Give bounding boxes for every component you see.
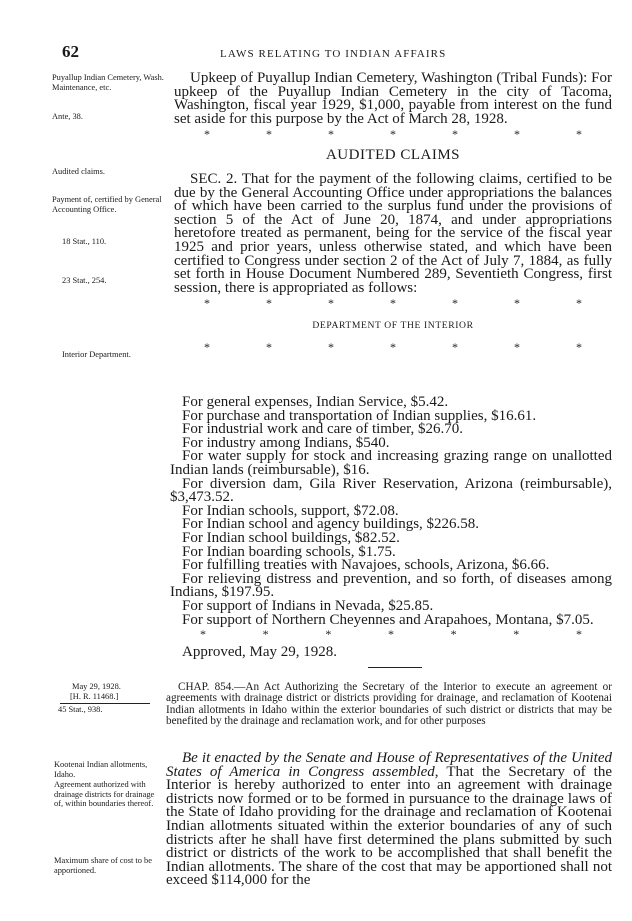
main-text-block-2: [170, 396, 612, 660]
margin-note-payment: Payment of, certified by General Accounting Office.: [52, 195, 162, 214]
department-heading: DEPARTMENT OF THE INTERIOR: [312, 320, 474, 332]
claim-item-water-supply: For water supply for stock and increasing grazing range on unallotted Indian lands (reimbursable), $16.: [170, 448, 612, 478]
claim-item-relieving: For relieving distress and prevention, and so forth, of diseases among Indians, $197.95.: [170, 570, 612, 601]
margin-note-interior: Interior Department.: [62, 350, 131, 359]
margin-note-stat-254: 23 Stat., 254.: [62, 276, 107, 285]
claim-item: For Indian school buildings, $82.52.: [182, 529, 400, 546]
section-divider: [368, 667, 422, 668]
section-stars: * * * * * * *: [200, 627, 582, 642]
claim-item: For Indian schools, support, $72.08.: [182, 502, 399, 519]
claim-item: For general expenses, Indian Service, $5.42.: [182, 394, 449, 410]
page-number: 62: [62, 42, 79, 61]
chapter-title-text: —An Act Authorizing the Secretary of the Interior to execute an agreement or agreements with drainage district or districts providing for drainage, and reclamation of Kootenai Indian allotments in Idaho within the exterior boundaries of such district or districts that may be benefited by the drainage and reclamation work, and for other purposes: [166, 681, 612, 728]
chapter-label: CHAP. 854.: [178, 681, 235, 693]
claim-item: For support of Northern Cheyennes and Arapahoes, Montana, $7.05.: [182, 611, 594, 628]
section-stars: * * * * * * *: [204, 339, 582, 354]
margin-rule: [60, 703, 150, 704]
section-2-paragraph: SEC. 2. That for the payment of the following claims, certified to be due by the General Accounting Office under appropriations the balances of which have been carried to the surplus fund under the provisions of section 5 of the Act of June 20, 1874, and under appropriations heretofore treated as permanent, being for the service of the fiscal year 1925 and prior years, unless otherwise stated, and which have been certified to Congress under section 2 of the Act of July 7, 1884, as fully set forth in House Document Numbered 289, Seventieth Congress, first session, there is appropriated as follows:: [174, 170, 612, 296]
margin-note-stat-110: 18 Stat., 110.: [62, 237, 107, 246]
claim-item: For fulfilling treaties with Navajoes, schools, Arizona, $6.66.: [182, 557, 550, 574]
margin-note-audited-claims: Audited claims.: [52, 167, 106, 176]
margin-note-kootenai: Kootenai Indian allotments, Idaho.: [54, 760, 148, 779]
claim-item: For purchase and transportation of Indian supplies, $16.61.: [182, 407, 537, 424]
main-text-block-1: [174, 72, 612, 353]
margin-note-agreement: Agreement authorized with drainage districts for drainage of, within boundaries thereof.: [54, 780, 155, 809]
running-head: LAWS RELATING TO INDIAN AFFAIRS: [220, 48, 447, 60]
enactment-text: That the Secretary of the Interior is hereby authorized to enter into an agreement with drainage districts now formed or to be formed in pursuance to the drainage laws of the State of Idaho providing for the drainage and reclamation of Kootenai Indian allotments situated within the exterior boundaries of any of such districts after he shall have first determined the plans submitted by such district or districts of the work to be accomplished that shall benefit the Indian allotments. The share of the cost that may be apportioned shall not exceed $114,000 for the: [166, 763, 612, 889]
section-stars: * * * * * * *: [204, 127, 582, 142]
audited-claims-heading: AUDITED CLAIMS: [325, 147, 461, 164]
claim-item: For industry among Indians, $540.: [182, 434, 390, 451]
approved-line: Approved, May 29, 1928.: [182, 644, 337, 661]
claim-item-diversion-dam: For diversion dam, Gila River Reservation, Arizona (reimbursable), $3,473.52.: [170, 475, 612, 506]
margin-note-ante: Ante, 38.: [52, 112, 83, 121]
margin-note-maximum-share: Maximum share of cost to be apportioned.: [54, 856, 152, 875]
margin-note-bill: [H. R. 11468.]: [70, 692, 119, 701]
section-stars: * * * * * * *: [204, 296, 582, 311]
claim-item: For support of Indians in Nevada, $25.85.: [182, 597, 434, 614]
claim-item: For industrial work and care of timber, $26.70.: [182, 421, 464, 438]
chapter-854-title: [166, 682, 612, 728]
margin-note-puyallup: Puyallup Indian Cemetery, Wash. Maintenance, etc.: [52, 73, 164, 92]
claim-item: For Indian school and agency buildings, $226.58.: [182, 516, 480, 533]
enacting-clause: Be it enacted by the Senate and House of Representatives of the United States of America in Congress assembled,: [166, 750, 612, 780]
margin-note-stat-938: 45 Stat., 938.: [58, 705, 103, 714]
claim-item: For Indian boarding schools, $1.75.: [182, 543, 396, 560]
enactment-paragraph: [166, 752, 612, 888]
puyallup-paragraph: Upkeep of Puyallup Indian Cemetery, Washington (Tribal Funds): For upkeep of the Puyallup Indian Cemetery in the city of Tacoma, Washington, fiscal year 1929, $1,000, payable from interest on the fund set aside for this purpose by the Act of March 28, 1928.: [174, 70, 612, 127]
margin-note-date: May 29, 1928.: [72, 682, 121, 691]
